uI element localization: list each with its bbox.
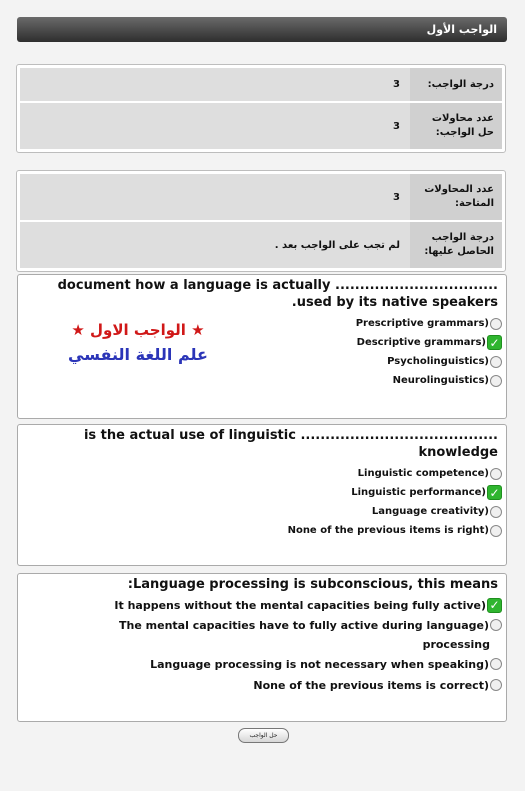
option-label: Language creativity) (371, 506, 489, 517)
option-item[interactable] (18, 675, 502, 695)
option-item[interactable] (18, 371, 502, 390)
info-row-obtained-grade (20, 222, 502, 268)
radio-circle-icon[interactable] (490, 375, 502, 387)
question-3 (17, 573, 507, 722)
info-value: 3 (393, 120, 400, 132)
star-icon: ★ (71, 321, 85, 339)
question-line: .used by its native speakers (291, 295, 498, 310)
question-line: :Language processing is subconscious, this means (127, 577, 498, 592)
stamp-line-1: الواجب الاول (90, 321, 186, 339)
info-label: درجة الواجب: (410, 68, 502, 101)
question-text (18, 425, 506, 461)
info-row-attempts-count (20, 103, 502, 149)
homework-stamp (58, 321, 218, 364)
info-row-available-attempts (20, 174, 502, 220)
option-label: Language processing is not necessary when speaking) (150, 657, 489, 671)
option-item[interactable] (18, 615, 502, 635)
options-list (18, 595, 506, 695)
options-list (18, 464, 506, 540)
option-label: Neurolinguistics) (392, 375, 489, 386)
question-text (18, 574, 506, 593)
info-value: 3 (393, 191, 400, 203)
star-icon: ★ (191, 321, 205, 339)
radio-circle-icon[interactable] (490, 318, 502, 330)
question-1 (17, 274, 507, 419)
radio-circle-icon[interactable] (490, 658, 502, 670)
info-row-grade (20, 68, 502, 101)
radio-circle-icon[interactable] (490, 525, 502, 537)
info-label: درجة الواجب الحاصل عليها: (410, 222, 502, 268)
option-label: It happens without the mental capacities being fully active) (114, 598, 486, 612)
radio-circle-icon[interactable] (490, 506, 502, 518)
option-label: None of the previous items is right) (287, 525, 489, 536)
option-label-continuation: processing (422, 637, 490, 651)
option-label: Linguistic competence) (357, 468, 489, 479)
option-continuation (18, 635, 502, 653)
grade-info-box (16, 64, 506, 153)
option-item[interactable] (18, 595, 502, 615)
radio-circle-icon[interactable] (490, 619, 502, 631)
page-title: الواجب الأول (426, 23, 497, 36)
option-label: Descriptive grammars) (356, 337, 486, 348)
checkmark-icon[interactable]: ✓ (487, 598, 502, 613)
submit-homework-button[interactable]: حل الواجب (238, 728, 289, 743)
option-item[interactable] (18, 653, 502, 675)
option-item[interactable] (18, 464, 502, 483)
option-label: Prescriptive grammars) (355, 318, 489, 329)
option-label: Psycholinguistics) (387, 356, 489, 367)
info-label: عدد محاولات حل الواجب: (410, 103, 502, 149)
attempts-info-box (16, 170, 506, 272)
radio-circle-icon[interactable] (490, 356, 502, 368)
option-label: None of the previous items is correct) (253, 678, 489, 692)
option-item[interactable] (18, 521, 502, 540)
question-2 (17, 424, 507, 566)
info-value: لم تجب على الواجب بعد . (274, 239, 400, 251)
info-value: 3 (393, 79, 400, 90)
info-label: عدد المحاولات المتاحة: (410, 174, 502, 220)
checkmark-icon[interactable]: ✓ (487, 335, 502, 350)
radio-circle-icon[interactable] (490, 679, 502, 691)
stamp-line-2: علم اللغة النفسي (68, 345, 208, 364)
option-item[interactable] (18, 483, 502, 502)
checkmark-icon[interactable]: ✓ (487, 485, 502, 500)
option-label: The mental capacities have to fully active during language) (119, 618, 489, 632)
question-text (18, 275, 506, 311)
option-label: Linguistic performance) (351, 487, 486, 498)
option-item[interactable] (18, 502, 502, 521)
radio-circle-icon[interactable] (490, 468, 502, 480)
page-header (17, 17, 507, 42)
question-line: document how a language is actually ................................. (57, 278, 498, 293)
question-line: is the actual use of linguistic ........................................ (83, 428, 498, 443)
question-line: knowledge (418, 445, 498, 460)
